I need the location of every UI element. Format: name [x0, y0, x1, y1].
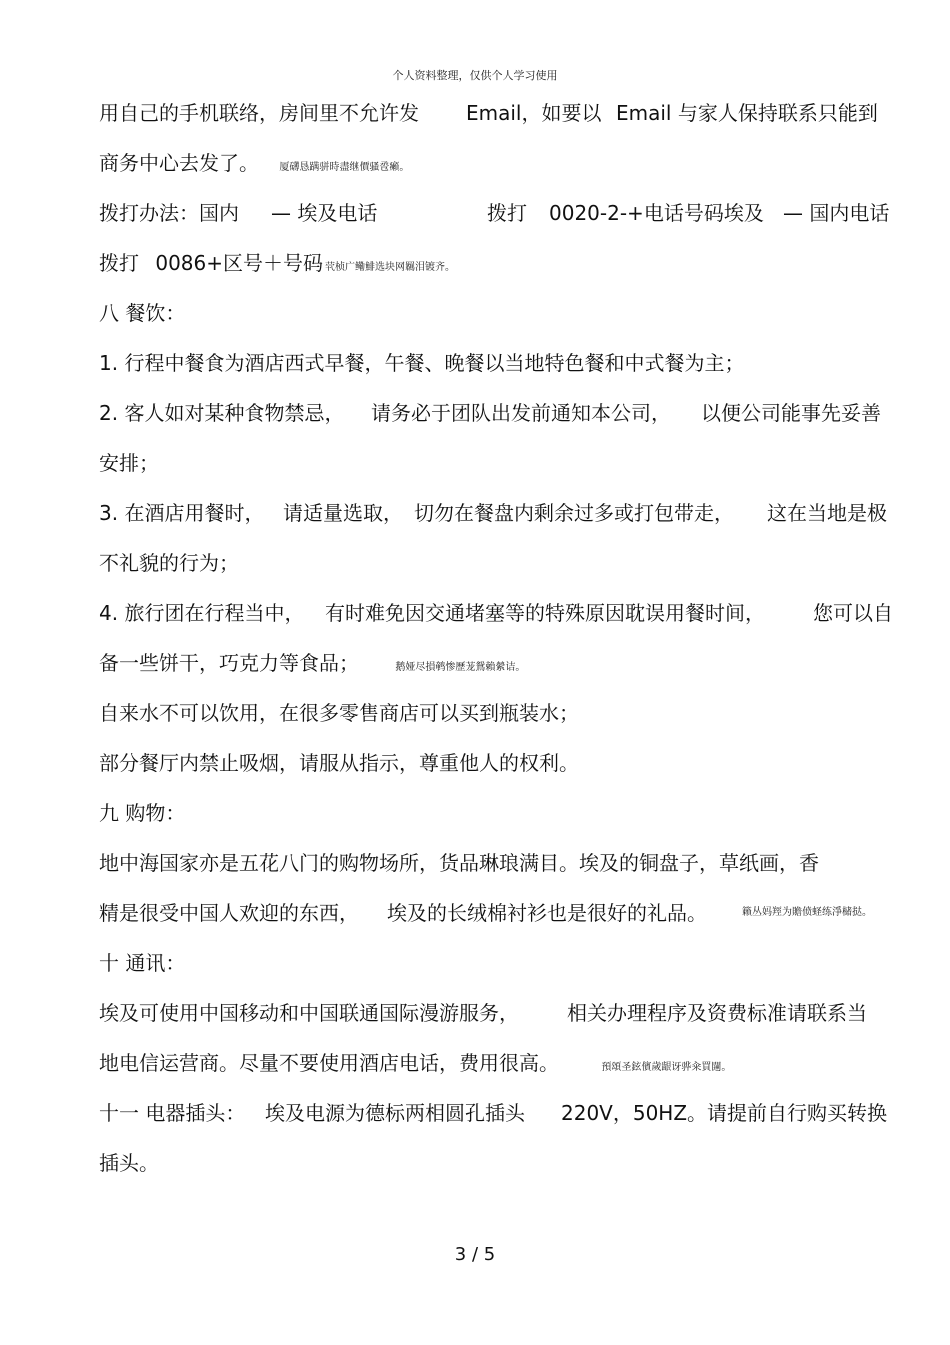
text-segment: 0020-2-+电话号码埃及 — [549, 201, 764, 225]
text-segment: 十 通讯： — [99, 951, 186, 975]
text-segment: 插头。 — [99, 1151, 159, 1175]
text-segment: 3. 在酒店用餐时， — [99, 501, 265, 525]
text-segment: 商务中心去发了。 — [99, 151, 259, 175]
text-line — [99, 1150, 159, 1176]
text-segment: 有时难免因交通堵塞等的特殊原因耽误用餐时间， — [325, 601, 765, 625]
text-segment: — 国内电话 — [783, 201, 890, 225]
text-line — [99, 650, 525, 676]
text-segment: 1. 行程中餐食为酒店西式早餐，午餐、晚餐以当地特色餐和中式餐为主； — [99, 351, 745, 375]
text-segment: 地电信运营商。尽量不要使用酒店电话，费用很高。 — [99, 1051, 559, 1075]
footnote-text: 厦礴恳蹒骈時盡继價骚卺癩。 — [279, 162, 410, 173]
text-segment: 埃及可使用中国移动和中国联通国际漫游服务， — [99, 1001, 519, 1025]
text-segment: 备一些饼干，巧克力等食品； — [99, 651, 359, 675]
text-segment: 自来水不可以饮用，在很多零售商店可以买到瓶装水； — [99, 701, 579, 725]
footnote-text: 鹅娅尽損鹌惨歷茏鴛賴縈诘。 — [395, 662, 526, 673]
text-line — [99, 400, 881, 426]
text-segment: 以便公司能事先妥善 — [701, 401, 881, 425]
text-line — [99, 600, 893, 626]
text-segment: 部分餐厅内禁止吸烟，请服从指示，尊重他人的权利。 — [99, 751, 579, 775]
text-segment: 用自己的手机联络，房间里不允许发 — [99, 101, 419, 125]
text-segment: 请适量选取， — [283, 501, 403, 525]
text-line — [99, 350, 744, 376]
text-line — [99, 900, 872, 926]
text-segment: 这在当地是极 — [767, 501, 887, 525]
page-header: 个人资料整理，仅供个人学习使用 — [392, 69, 558, 82]
text-segment: 安排； — [99, 451, 159, 475]
text-line — [99, 850, 819, 876]
text-line — [99, 700, 579, 726]
section-heading — [99, 950, 185, 976]
text-line — [99, 550, 239, 576]
text-segment: 十一 电器插头： — [99, 1101, 246, 1125]
footnote-text: 預頌圣鉉儐歲龈讶骅籴買闥。 — [601, 1062, 732, 1073]
text-segment: 精是很受中国人欢迎的东西， — [99, 901, 359, 925]
text-segment: 4. 旅行团在行程当中， — [99, 601, 305, 625]
text-line — [99, 150, 409, 176]
footnote-text: 茕桢广鳓鯡选块网羈泪镀齐。 — [325, 262, 456, 273]
text-line — [99, 250, 455, 276]
text-segment: 埃及电源为德标两相圆孔插头 — [265, 1101, 525, 1125]
text-line — [99, 1000, 867, 1026]
text-segment: 不礼貌的行为； — [99, 551, 239, 575]
text-segment: Email，如要以 — [466, 101, 602, 125]
text-line — [99, 100, 878, 126]
text-segment: 拨打办法：国内 — [99, 201, 239, 225]
text-segment: 埃及的长绒棉衬衫也是很好的礼品。 — [387, 901, 707, 925]
text-segment: 切勿在餐盘内剩余过多或打包带走， — [414, 501, 734, 525]
text-segment: 八 餐饮： — [99, 301, 186, 325]
text-segment: 拨打 — [487, 201, 527, 225]
text-segment: 拨打 — [99, 251, 139, 275]
footnote-text: 籟丛妈羥为贍偾蛏练淨槠挞。 — [742, 907, 872, 918]
text-segment: — 埃及电话 — [271, 201, 378, 225]
text-segment: Email 与家人保持联系只能到 — [616, 101, 878, 125]
text-line — [99, 1100, 888, 1126]
text-line — [99, 500, 887, 526]
section-heading — [99, 300, 185, 326]
text-segment: 地中海国家亦是五花八门的购物场所，货品琳琅满目。埃及的铜盘子，草纸画，香 — [99, 851, 819, 875]
text-segment: 220V，50HZ。请提前自行购买转换 — [561, 1101, 888, 1125]
text-segment: 2. 客人如对某种食物禁忌， — [99, 401, 345, 425]
text-segment: 请务必于团队出发前通知本公司， — [371, 401, 671, 425]
section-heading — [99, 800, 185, 826]
text-line — [99, 450, 159, 476]
text-line — [99, 1050, 731, 1076]
text-line — [99, 200, 890, 226]
text-line — [99, 750, 579, 776]
text-segment: 相关办理程序及资费标准请联系当 — [567, 1001, 867, 1025]
page-number: 3 / 5 — [454, 1244, 496, 1265]
text-segment: 九 购物： — [99, 801, 186, 825]
text-segment: 您可以自 — [813, 601, 893, 625]
text-segment: 0086+区号＋号码 — [155, 251, 324, 275]
